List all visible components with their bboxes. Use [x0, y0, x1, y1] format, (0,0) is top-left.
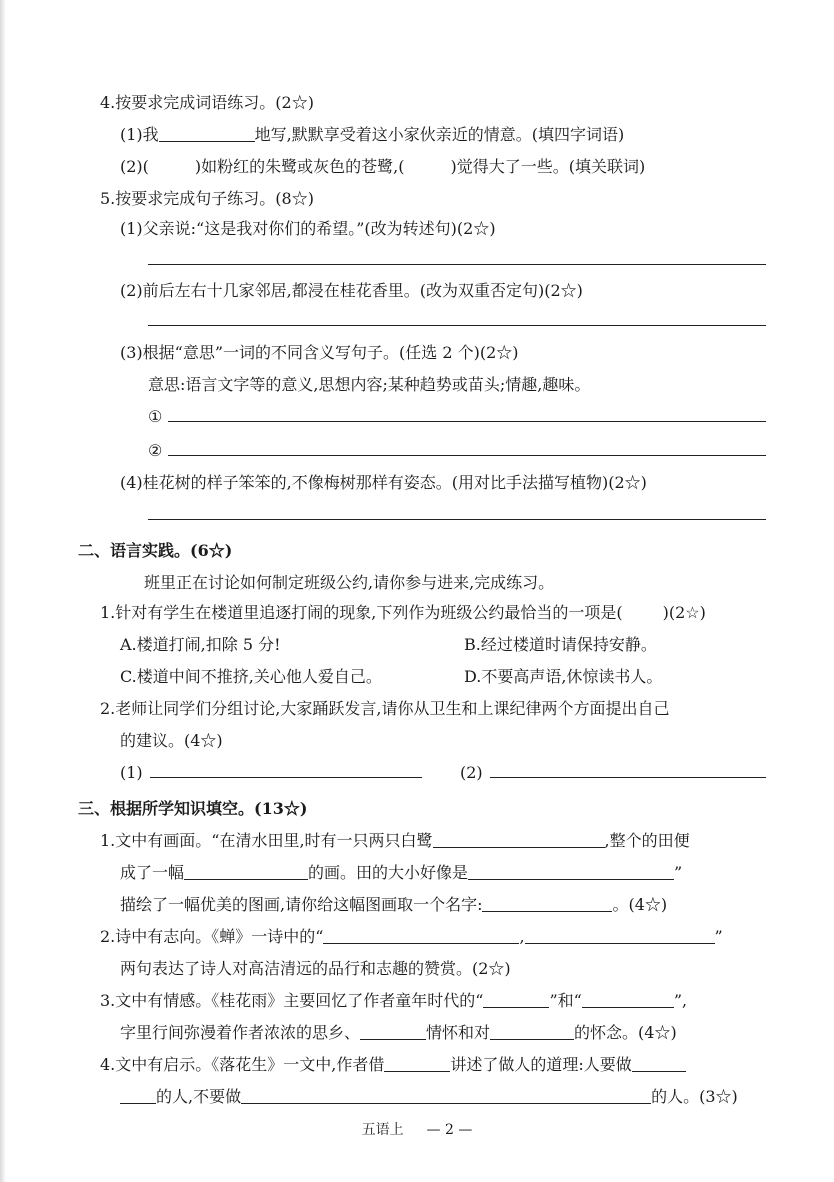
q4-item-2-b: )如粉红的朱鹭或灰色的苍鹭,( — [194, 157, 405, 176]
section-2-q2-answer-line-2[interactable] — [490, 777, 766, 778]
q4-title: 4.按要求完成词语练习。(2☆) — [100, 93, 314, 112]
section-3-q1-line-1 — [100, 830, 690, 852]
scan-edge-shadow — [0, 0, 6, 1182]
q5-s3: (3)根据“意思”一词的不同含义写句子。(任选 2 个)(2☆) — [120, 343, 519, 362]
section-3-q1-blank-2[interactable] — [184, 863, 308, 880]
section-3-q2-line-1 — [100, 926, 723, 948]
q5-s3-definition: 意思:语言文字等的意义,思想内容;某种趋势或苗头;情趣,趣味。 — [148, 375, 591, 394]
section-3-q1-l3b: 。(4☆) — [612, 895, 668, 914]
q5-s3-answer-line-2[interactable] — [168, 455, 766, 456]
section-3-q2-line-2: 两句表达了诗人对高洁清远的品行和志趣的赞赏。(2☆) — [120, 959, 511, 978]
section-3-q1-blank-3[interactable] — [468, 863, 674, 880]
section-3-q3-line-2 — [120, 1022, 677, 1044]
q5-s3-marker-1: ① — [148, 407, 163, 426]
section-3-q4-blank-1[interactable] — [384, 1055, 450, 1072]
section-3-q2-l1a: 2.诗中有志向。《蝉》一诗中的“ — [100, 927, 324, 946]
section-3-q3-l1b: ”和“ — [549, 991, 582, 1010]
section-3-q1-blank-4[interactable] — [482, 895, 612, 912]
section-3-q2-blank-2[interactable] — [525, 927, 715, 944]
section-3-q4-blank-3[interactable] — [120, 1087, 156, 1104]
q5-s4: (4)桂花树的样子笨笨的,不像梅树那样有姿态。(用对比手法描写植物)(2☆) — [120, 473, 647, 492]
section-3-q3-l2a: 字里行间弥漫着作者浓浓的思乡、 — [120, 1023, 361, 1042]
option-d[interactable]: D.不要高声语,休惊读书人。 — [464, 667, 663, 686]
section-3-q1-l2c: ” — [674, 863, 683, 882]
section-2-title: 二、语言实践。(6☆) — [78, 541, 233, 560]
section-3-q4-l2b: 的人。(3☆) — [651, 1087, 738, 1106]
section-3-q3-line-1 — [100, 990, 687, 1012]
option-b[interactable]: B.经过楼道时请保持安静。 — [464, 635, 657, 654]
section-3-q1-line-3 — [120, 894, 667, 916]
section-3-q1-line-2 — [120, 862, 682, 884]
section-3-q3-blank-4[interactable] — [490, 1023, 574, 1040]
section-3-q3-blank-2[interactable] — [582, 991, 674, 1008]
section-2-q2-answer-line-1[interactable] — [150, 777, 422, 778]
q4-item-2-a: (2)( — [120, 157, 149, 176]
section-3-q1-l2a: 成了一幅 — [120, 863, 185, 882]
section-3-q3-blank-3[interactable] — [360, 1023, 426, 1040]
section-3-q3-l2c: 的怀念。(4☆) — [574, 1023, 677, 1042]
section-3-q3-l1a: 3.文中有情感。《桂花雨》主要回忆了作者童年时代的“ — [100, 991, 484, 1010]
section-3-q1-l1a: 1.文中有画面。“在清水田里,时有一只两只白鹭 — [100, 831, 433, 850]
q5-s2-answer-line[interactable] — [148, 325, 766, 326]
q5-s3-answer-line-1[interactable] — [168, 421, 766, 422]
q4-item-1 — [120, 124, 624, 146]
section-3-q2-blank-1[interactable] — [323, 927, 519, 944]
q5-s1: (1)父亲说:“这是我对你们的希望。”(改为转述句)(2☆) — [120, 219, 496, 238]
section-2-q1-score: )(2☆) — [662, 603, 706, 622]
section-3-q4-l2a: 的人,不要做 — [156, 1087, 242, 1106]
section-2-q1 — [100, 602, 706, 624]
q4-item-1-post: 地写,默默享受着这小家伙亲近的情意。(填四字词语) — [254, 125, 625, 144]
section-3-q4-blank-4[interactable] — [241, 1087, 651, 1104]
section-2-q2-num-1: (1) — [120, 763, 143, 782]
section-2-q2-line-2: 的建议。(4☆) — [120, 731, 223, 750]
q4-item-2 — [120, 156, 645, 178]
section-3-q3-l1c: ”, — [673, 991, 688, 1010]
section-3-q4-l1a: 4.文中有启示。《落花生》一文中,作者借 — [100, 1055, 385, 1074]
section-3-title: 三、根据所学知识填空。(13☆) — [78, 799, 308, 818]
section-3-q2-l1b: , — [519, 927, 525, 946]
q5-s4-answer-line[interactable] — [148, 519, 766, 520]
section-3-q1-blank-1[interactable] — [433, 831, 605, 848]
footer-label: 五语上 — [361, 1122, 404, 1138]
q4-item-1-pre: (1)我 — [120, 125, 159, 144]
page-footer — [0, 1120, 834, 1140]
q5-s3-marker-2: ② — [148, 441, 163, 460]
section-3-q4-blank-2[interactable] — [632, 1055, 686, 1072]
page-number: — 2 — — [426, 1122, 473, 1138]
section-2-q1-text: 1.针对有学生在楼道里追逐打闹的现象,下列作为班级公约最恰当的一项是( — [100, 603, 623, 622]
section-3-q1-l1b: ,整个的田便 — [604, 831, 690, 850]
section-3-q1-l3a: 描绘了一幅优美的图画,请你给这幅图画取一个名字: — [120, 895, 483, 914]
q5-title: 5.按要求完成句子练习。(8☆) — [100, 189, 314, 208]
section-3-q4-line-2 — [120, 1086, 738, 1108]
option-a[interactable]: A.楼道打闹,扣除 5 分! — [120, 635, 281, 654]
section-2-intro: 班里正在讨论如何制定班级公约,请你参与进来,完成练习。 — [144, 573, 555, 592]
section-3-q3-blank-1[interactable] — [483, 991, 549, 1008]
section-3-q4-l1b: 讲述了做人的道理:人要做 — [450, 1055, 632, 1074]
section-3-q1-l2b: 的画。田的大小好像是 — [308, 863, 469, 882]
option-c[interactable]: C.楼道中间不推挤,关心他人爱自己。 — [120, 667, 382, 686]
section-3-q3-l2b: 情怀和对 — [426, 1023, 491, 1042]
section-3-q2-l1c: ” — [714, 927, 723, 946]
q4-item-2-c: )觉得大了一些。(填关联词) — [450, 157, 646, 176]
section-2-q2-line-1: 2.老师让同学们分组讨论,大家踊跃发言,请你从卫生和上课纪律两个方面提出自己 — [100, 699, 670, 718]
q5-s2: (2)前后左右十几家邻居,都浸在桂花香里。(改为双重否定句)(2☆) — [120, 281, 583, 300]
section-2-q2-num-2: (2) — [460, 763, 483, 782]
section-3-q4-line-1 — [100, 1054, 686, 1076]
q5-s1-answer-line[interactable] — [148, 264, 766, 265]
q4-item-1-blank[interactable] — [159, 125, 255, 142]
